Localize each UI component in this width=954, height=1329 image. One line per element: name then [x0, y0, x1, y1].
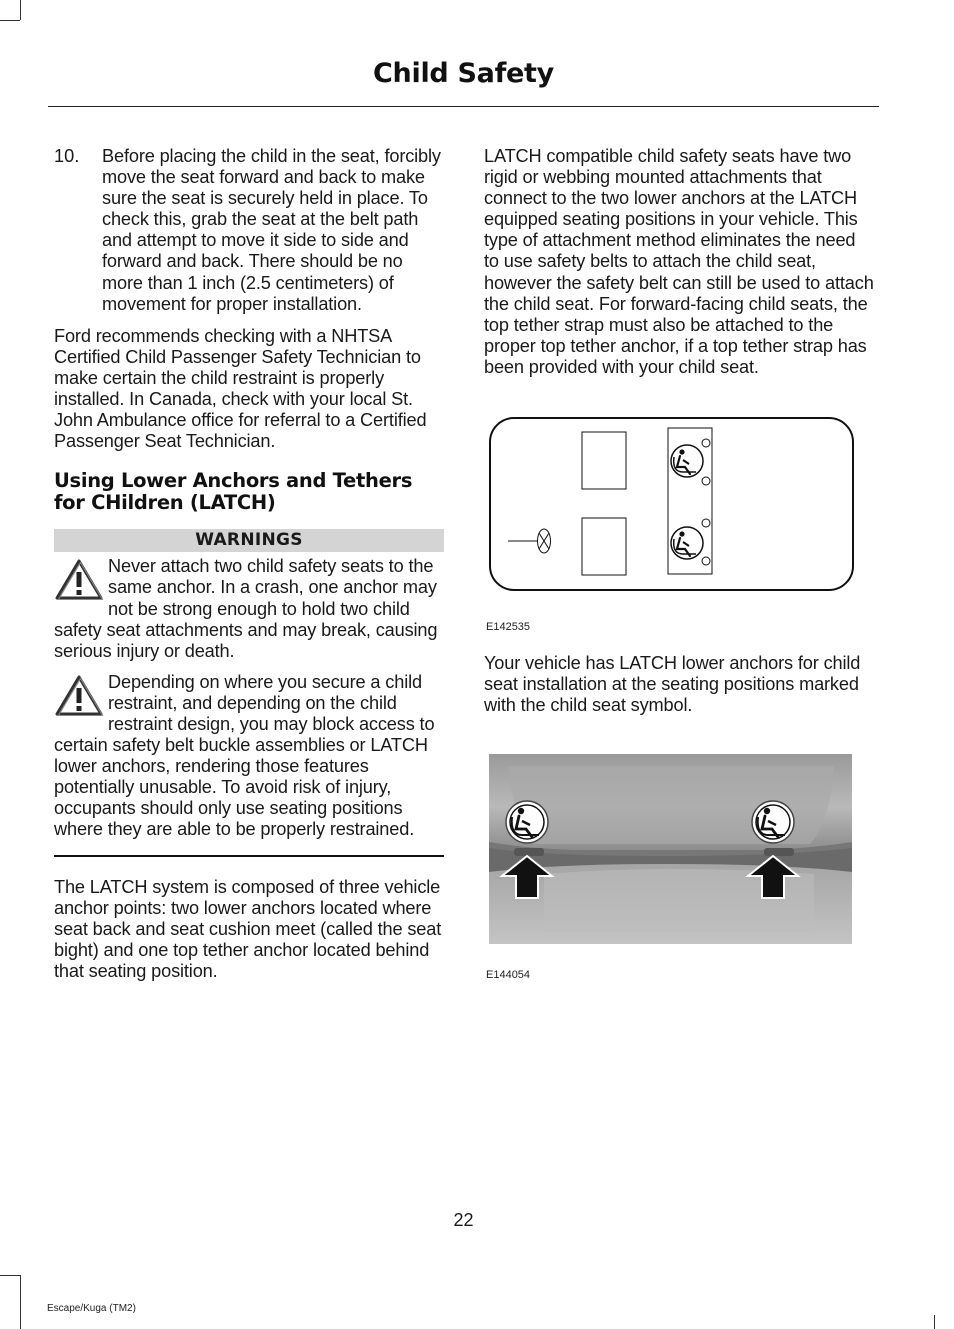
- warning-item: [54, 556, 444, 661]
- crop-mark: [934, 1315, 935, 1329]
- paragraph: The LATCH system is composed of three vehicle anchor points: two lower anchors located where seat back and seat cushion meet (called the seat bight) and one top tether anchor located behind that seating position.: [54, 876, 442, 981]
- child-seat-icon: [671, 527, 703, 559]
- warning-triangle-icon: [54, 674, 104, 718]
- figure-latch-photo: [484, 752, 874, 981]
- list-text: Before placing the child in the seat, forcibly move the seat forward and back to make sure the seat is securely held in place. To check this, grab the seat at the belt path and attempt to move it side to side and forward and back. There should be no more than 1 inch (2.5 centimeters) of movement for proper installation.: [102, 146, 441, 314]
- left-column: [54, 146, 444, 993]
- child-seat-icon: [752, 801, 794, 843]
- header-rule: [48, 106, 879, 107]
- warnings-label: WARNINGS: [54, 529, 444, 552]
- child-seat-icon: [671, 445, 703, 477]
- warning-text: Never attach two child safety seats to the same anchor. In a crash, one anchor may not be strong enough to hold two child safety seat attachments and may break, causing serious injury or death.: [54, 556, 438, 661]
- warning-text: Depending on where you secure a child restraint, and depending on the child restraint design, you may block access to certain safety belt buckle assemblies or LATCH lower anchors, rendering those features potentially unusable. To avoid risk of injury, occupants should only use seating positions where they are able to be properly restrained.: [54, 671, 435, 840]
- page-title: Child Safety: [373, 58, 554, 89]
- crop-mark: [20, 0, 21, 20]
- page-number: 22: [453, 1210, 474, 1230]
- paragraph: LATCH compatible child safety seats have two rigid or webbing mounted attachments that connect to the two lower anchors at the LATCH equipped seating positions in your vehicle. This type of attachment method eliminates the need to use safety belts to attach the child seat, however the safety belt can still be used to attach the child seat. For forward-facing child seats, the top tether strap must also be attached to the proper top tether anchor, if a top tether strap has been provided with your child seat.: [484, 146, 874, 377]
- figure-code: E142535: [486, 621, 531, 634]
- crop-mark: [0, 1275, 20, 1276]
- figure-latch-diagram: [484, 416, 874, 633]
- rear-seat-illustration: [484, 752, 854, 946]
- warning-triangle-icon: [54, 558, 104, 602]
- latch-seating-diagram: [484, 416, 874, 616]
- warnings-end-rule: [54, 855, 444, 857]
- crop-mark: [20, 1275, 21, 1329]
- list-number: 10.: [54, 146, 80, 166]
- warning-item: [54, 672, 444, 841]
- right-column: [484, 146, 874, 981]
- section-heading: Using Lower Anchors and Tethers for CHildren (LATCH): [54, 469, 413, 514]
- footer-model: Escape/Kuga (TM2): [47, 1303, 136, 1314]
- child-seat-icon: [506, 801, 548, 843]
- crop-mark: [0, 20, 20, 21]
- figure-code: E144054: [486, 969, 531, 982]
- paragraph: Ford recommends checking with a NHTSA Certified Child Passenger Safety Technician to make certain the child restraint is properly installed. In Canada, check with your local St. John Ambulance office for referral to a Certified Passenger Seat Technician.: [54, 325, 427, 452]
- paragraph: Your vehicle has LATCH lower anchors for child seat installation at the seating positions marked with the child seat symbol.: [484, 653, 861, 716]
- list-item: [54, 146, 444, 315]
